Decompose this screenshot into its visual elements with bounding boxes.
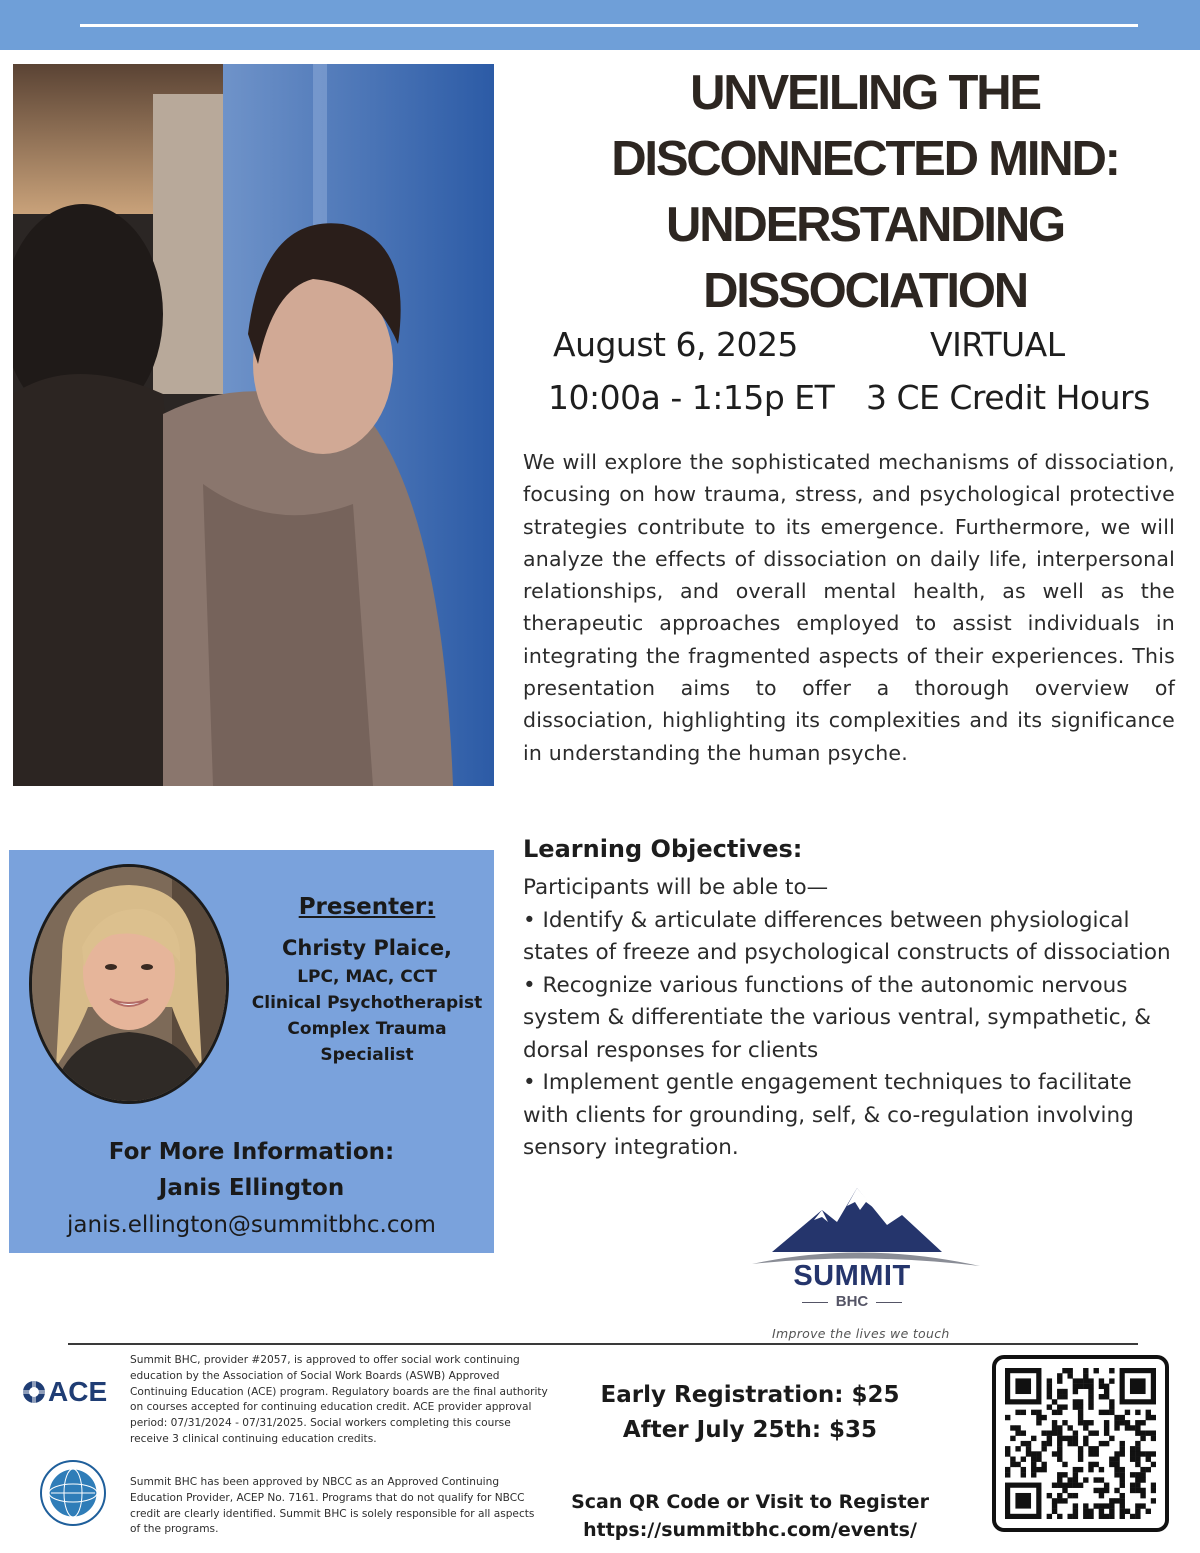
objectives-heading: Learning Objectives: [523, 835, 803, 863]
nbcc-seal-graphic [40, 1460, 106, 1526]
objectives-list [523, 872, 1173, 1165]
presenter-credentials: LPC, MAC, CCT [297, 967, 437, 987]
objective-item: • Identify & articulate differences between physiological states of freeze and psychological constructs of dissociation [523, 907, 1171, 965]
title-line-2: DISCONNECTED MIND: [611, 132, 1119, 186]
summit-bhc-logo [752, 1180, 982, 1340]
event-date: August 6, 2025 [553, 325, 798, 364]
contact-info [9, 1134, 494, 1244]
objective-item: • Recognize various functions of the autonomic nervous system & differentiate the various ventral, sympathetic, & dorsal responses for clients [523, 972, 1152, 1063]
logo-sub: BHC [802, 1293, 902, 1310]
top-banner-rule [80, 24, 1138, 27]
late-registration-price: After July 25th: $35 [622, 1417, 878, 1443]
footer-divider [68, 1343, 1138, 1345]
qr-code-icon [1005, 1368, 1156, 1519]
event-title [540, 60, 1190, 324]
register-instruction: Scan QR Code or Visit to Register [571, 1491, 929, 1513]
ace-logo [22, 1378, 122, 1418]
event-format: VIRTUAL [930, 325, 1065, 364]
ace-approval-text: Summit BHC, provider #2057, is approved to offer social work continuing education by the Association of Social Work Boards (ASWB) Approved Continuing Education (ACE) program. Regulatory boards are the final authority on courses accepted for continuing education credit. ACE provider approval period: 07/31/2024 - 07/31/2025. Social workers completing this course receive 3 clinical continuing education credits. [130, 1354, 548, 1445]
hero-photo [13, 64, 494, 786]
objectives-intro: Participants will be able to— [523, 875, 829, 900]
objective-item: • Implement gentle engagement techniques to facilitate with clients for grounding, self, & co-regulation involving sensory integration. [523, 1070, 1134, 1160]
hero-photo-illustration [13, 64, 494, 786]
presenter-panel [9, 850, 494, 1253]
presenter-name: Christy Plaice, [281, 936, 453, 960]
presenter-label: Presenter: [298, 894, 436, 920]
contact-name: Janis Ellington [158, 1175, 345, 1201]
contact-label: For More Information: [108, 1139, 395, 1165]
presenter-portrait [32, 867, 226, 1101]
ace-emblem-icon [22, 1380, 46, 1404]
mountain-logo-icon [752, 1180, 982, 1270]
nbcc-approval-text: Summit BHC has been approved by NBCC as an Approved Continuing Education Provider, ACEP No. 7161. Programs that do not qualify for NBCC credit are clearly identified. Summit BHC is solely responsible for all aspects of the programs. [130, 1476, 535, 1536]
top-banner [0, 0, 1200, 50]
presenter-avatar [29, 864, 229, 1104]
registration-qr-code[interactable] [992, 1355, 1169, 1532]
title-line-1: UNVEILING THE [690, 66, 1040, 120]
presenter-info [245, 894, 489, 1068]
pricing-block [565, 1378, 935, 1544]
logo-tagline: Improve the lives we touch [772, 1326, 950, 1341]
presenter-specialty-cont: Specialist [320, 1045, 414, 1065]
event-time: 10:00a - 1:15p ET [548, 378, 835, 417]
early-registration-price: Early Registration: $25 [600, 1382, 900, 1408]
event-description: We will explore the sophisticated mechanisms of dissociation, focusing on how trauma, stress, and psychological protective strategies contribute to its emergence. Furthermore, we will analyze the effects of dissociation on daily life, interpersonal relationships, and overall mental health, as well as the therapeutic approaches employed to assist individuals in integrating the fragmented aspects of their experiences. This presentation aims to offer a thorough overview of dissociation, highlighting its complexities and its significance in understanding the human psyche. [523, 450, 1175, 765]
register-url-link[interactable]: https://summitbhc.com/events/ [583, 1519, 917, 1541]
presenter-specialty: Complex Trauma [287, 1019, 447, 1039]
logo-name: SUMMIT [793, 1260, 911, 1292]
event-credits: 3 CE Credit Hours [866, 378, 1150, 417]
ace-logo-text: ACE [48, 1376, 108, 1407]
title-line-3: UNDERSTANDING [666, 198, 1064, 252]
title-line-4: DISSOCIATION [703, 264, 1027, 318]
contact-email-link[interactable]: janis.ellington@summitbhc.com [67, 1212, 436, 1238]
nbcc-seal-icon [40, 1460, 106, 1526]
presenter-role: Clinical Psychotherapist [251, 993, 483, 1013]
